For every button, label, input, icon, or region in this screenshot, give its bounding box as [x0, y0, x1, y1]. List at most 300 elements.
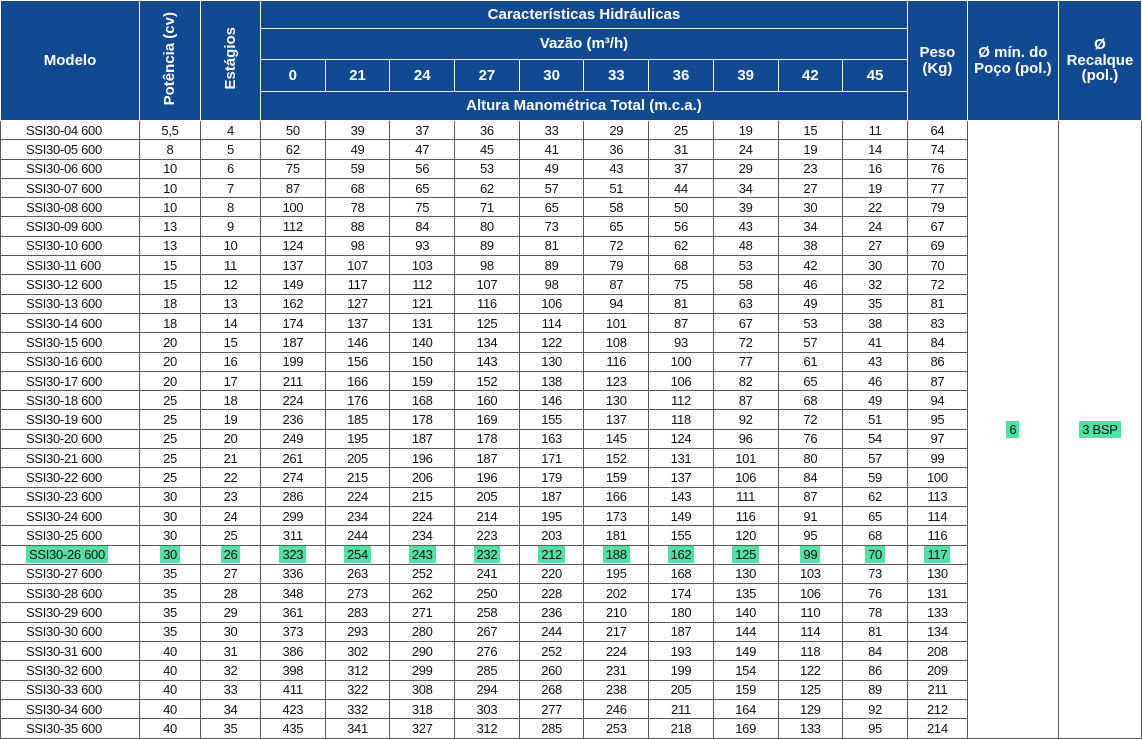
cell-head: 56: [390, 159, 455, 178]
cell-head: 327: [390, 719, 455, 738]
cell-head: 82: [713, 371, 778, 390]
cell-head: 112: [390, 275, 455, 294]
cell-head: 228: [519, 584, 584, 603]
cell-head: 46: [843, 371, 908, 390]
cell-head: 138: [519, 371, 584, 390]
cell-head: 14: [843, 140, 908, 159]
cell-model: SSI30-10 600: [1, 236, 140, 255]
cell-head: 122: [778, 661, 843, 680]
cell-head: 361: [261, 603, 326, 622]
cell-head: 65: [778, 371, 843, 390]
cell-head: 173: [584, 506, 649, 525]
cell-head: 271: [390, 603, 455, 622]
table-row: [1, 121, 1142, 140]
cell-head: 47: [390, 140, 455, 159]
cell-head: 100: [261, 198, 326, 217]
cell-weight: 67: [907, 217, 967, 236]
cell-head: 152: [455, 371, 520, 390]
cell-head: 280: [390, 622, 455, 641]
cell-head: 68: [325, 178, 390, 197]
cell-head: 34: [778, 217, 843, 236]
cell-head: 112: [261, 217, 326, 236]
header-flow-42: 42: [778, 60, 843, 92]
cell-head: 134: [455, 333, 520, 352]
cell-head: 146: [325, 333, 390, 352]
cell-weight: 94: [907, 391, 967, 410]
cell-head: 22: [843, 198, 908, 217]
cell-power: 10: [140, 159, 201, 178]
cell-model: SSI30-27 600: [1, 564, 140, 583]
cell-head: 149: [261, 275, 326, 294]
cell-head: 163: [519, 429, 584, 448]
cell-head: 24: [843, 217, 908, 236]
cell-head: 29: [584, 121, 649, 140]
cell-power: 25: [140, 391, 201, 410]
cell-head: 57: [778, 333, 843, 352]
cell-head: 124: [261, 236, 326, 255]
cell-head: 95: [843, 719, 908, 738]
cell-head: 25: [649, 121, 714, 140]
cell-stages: 5: [201, 140, 261, 159]
cell-head: 38: [778, 236, 843, 255]
cell-head: 252: [390, 564, 455, 583]
cell-head: 149: [649, 506, 714, 525]
cell-head: 206: [390, 468, 455, 487]
cell-model: SSI30-11 600: [1, 256, 140, 275]
cell-head: 285: [519, 719, 584, 738]
cell-stages: 28: [201, 584, 261, 603]
cell-model: SSI30-04 600: [1, 121, 140, 140]
cell-head: 86: [843, 661, 908, 680]
cell-head: 323: [261, 545, 326, 564]
cell-head: 143: [649, 487, 714, 506]
cell-head: 185: [325, 410, 390, 429]
cell-head: 96: [713, 429, 778, 448]
cell-stages: 16: [201, 352, 261, 371]
cell-head: 58: [584, 198, 649, 217]
cell-head: 106: [519, 294, 584, 313]
cell-head: 33: [519, 121, 584, 140]
cell-head: 84: [778, 468, 843, 487]
cell-head: 42: [778, 256, 843, 275]
cell-power: 25: [140, 468, 201, 487]
cell-stages: 4: [201, 121, 261, 140]
cell-head: 244: [325, 526, 390, 545]
cell-weight: 64: [907, 121, 967, 140]
cell-head: 203: [519, 526, 584, 545]
cell-head: 78: [843, 603, 908, 622]
cell-stages: 9: [201, 217, 261, 236]
cell-head: 103: [778, 564, 843, 583]
cell-head: 166: [325, 371, 390, 390]
cell-head: 57: [843, 449, 908, 468]
cell-head: 103: [390, 256, 455, 275]
cell-head: 187: [649, 622, 714, 641]
cell-head: 92: [843, 699, 908, 718]
cell-head: 268: [519, 680, 584, 699]
cell-head: 124: [649, 429, 714, 448]
cell-power: 5,5: [140, 121, 201, 140]
cell-head: 50: [261, 121, 326, 140]
cell-head: 114: [778, 622, 843, 641]
cell-model: SSI30-19 600: [1, 410, 140, 429]
cell-power: 10: [140, 178, 201, 197]
cell-head: 215: [325, 468, 390, 487]
cell-head: 176: [325, 391, 390, 410]
cell-head: 51: [584, 178, 649, 197]
cell-head: 232: [455, 545, 520, 564]
cell-head: 211: [649, 699, 714, 718]
cell-stages: 19: [201, 410, 261, 429]
cell-head: 212: [519, 545, 584, 564]
cell-head: 145: [584, 429, 649, 448]
header-modelo: Modelo: [1, 1, 140, 121]
cell-head: 150: [390, 352, 455, 371]
cell-head: 218: [649, 719, 714, 738]
cell-stages: 13: [201, 294, 261, 313]
cell-head: 199: [649, 661, 714, 680]
cell-model: SSI30-32 600: [1, 661, 140, 680]
cell-head: 41: [519, 140, 584, 159]
cell-head: 43: [713, 217, 778, 236]
cell-stages: 7: [201, 178, 261, 197]
cell-head: 166: [584, 487, 649, 506]
cell-head: 88: [325, 217, 390, 236]
cell-head: 98: [455, 256, 520, 275]
cell-head: 99: [778, 545, 843, 564]
cell-stages: 33: [201, 680, 261, 699]
cell-head: 81: [519, 236, 584, 255]
cell-head: 273: [325, 584, 390, 603]
cell-power: 30: [140, 545, 201, 564]
cell-head: 294: [455, 680, 520, 699]
cell-head: 76: [778, 429, 843, 448]
cell-model: SSI30-21 600: [1, 449, 140, 468]
cell-head: 49: [325, 140, 390, 159]
cell-power: 40: [140, 680, 201, 699]
cell-head: 411: [261, 680, 326, 699]
cell-power: 20: [140, 352, 201, 371]
cell-head: 299: [261, 506, 326, 525]
cell-power: 25: [140, 429, 201, 448]
cell-head: 231: [584, 661, 649, 680]
cell-head: 123: [584, 371, 649, 390]
cell-head: 39: [325, 121, 390, 140]
cell-power: 40: [140, 642, 201, 661]
cell-stages: 22: [201, 468, 261, 487]
header-flow-45: 45: [843, 60, 908, 92]
cell-head: 118: [649, 410, 714, 429]
cell-model: SSI30-08 600: [1, 198, 140, 217]
cell-head: 65: [390, 178, 455, 197]
cell-head: 43: [843, 352, 908, 371]
cell-weight: 74: [907, 140, 967, 159]
cell-head: 91: [778, 506, 843, 525]
header-recalque: [1058, 1, 1141, 121]
cell-head: 80: [778, 449, 843, 468]
cell-weight: 81: [907, 294, 967, 313]
cell-head: 37: [390, 121, 455, 140]
cell-head: 386: [261, 642, 326, 661]
cell-head: 53: [778, 313, 843, 332]
cell-head: 98: [325, 236, 390, 255]
cell-head: 131: [390, 313, 455, 332]
cell-head: 101: [713, 449, 778, 468]
cell-head: 258: [455, 603, 520, 622]
cell-weight: 69: [907, 236, 967, 255]
cell-head: 195: [519, 506, 584, 525]
cell-stages: 24: [201, 506, 261, 525]
cell-head: 162: [649, 545, 714, 564]
cell-head: 303: [455, 699, 520, 718]
cell-head: 130: [713, 564, 778, 583]
cell-head: 178: [390, 410, 455, 429]
cell-head: 101: [584, 313, 649, 332]
cell-head: 106: [778, 584, 843, 603]
cell-head: 100: [649, 352, 714, 371]
cell-head: 116: [584, 352, 649, 371]
table-header: [1, 1, 1142, 121]
cell-head: 65: [584, 217, 649, 236]
header-recalque-symbol: Ø: [1094, 35, 1106, 53]
cell-head: 398: [261, 661, 326, 680]
cell-head: 87: [649, 313, 714, 332]
cell-head: 199: [261, 352, 326, 371]
cell-head: 241: [455, 564, 520, 583]
cell-head: 39: [713, 198, 778, 217]
cell-head: 238: [584, 680, 649, 699]
cell-head: 144: [713, 622, 778, 641]
cell-stages: 6: [201, 159, 261, 178]
cell-head: 62: [649, 236, 714, 255]
cell-head: 187: [455, 449, 520, 468]
cell-head: 81: [843, 622, 908, 641]
cell-stages: 29: [201, 603, 261, 622]
cell-head: 27: [778, 178, 843, 197]
cell-head: 54: [843, 429, 908, 448]
cell-head: 159: [713, 680, 778, 699]
cell-head: 37: [649, 159, 714, 178]
cell-weight: 134: [907, 622, 967, 641]
cell-head: 130: [584, 391, 649, 410]
cell-head: 211: [261, 371, 326, 390]
cell-weight: 208: [907, 642, 967, 661]
cell-head: 45: [455, 140, 520, 159]
cell-head: 244: [519, 622, 584, 641]
cell-head: 180: [649, 603, 714, 622]
cell-head: 129: [778, 699, 843, 718]
cell-head: 224: [325, 487, 390, 506]
cell-head: 188: [584, 545, 649, 564]
cell-head: 274: [261, 468, 326, 487]
cell-poco-merged: 6: [967, 121, 1058, 739]
cell-power: 25: [140, 410, 201, 429]
cell-head: 94: [584, 294, 649, 313]
cell-head: 98: [519, 275, 584, 294]
cell-head: 224: [390, 506, 455, 525]
cell-head: 118: [778, 642, 843, 661]
cell-stages: 21: [201, 449, 261, 468]
cell-head: 59: [843, 468, 908, 487]
cell-head: 44: [649, 178, 714, 197]
header-altura: Altura Manométrica Total (m.c.a.): [261, 92, 908, 121]
cell-head: 131: [649, 449, 714, 468]
cell-head: 169: [713, 719, 778, 738]
cell-head: 156: [325, 352, 390, 371]
cell-model: SSI30-16 600: [1, 352, 140, 371]
cell-head: 68: [843, 526, 908, 545]
cell-head: 215: [390, 487, 455, 506]
cell-stages: 10: [201, 236, 261, 255]
cell-head: 243: [390, 545, 455, 564]
cell-head: 224: [261, 391, 326, 410]
cell-head: 93: [390, 236, 455, 255]
cell-model: SSI30-18 600: [1, 391, 140, 410]
cell-head: 178: [455, 429, 520, 448]
cell-head: 35: [843, 294, 908, 313]
cell-head: 260: [519, 661, 584, 680]
cell-stages: 25: [201, 526, 261, 545]
cell-head: 179: [519, 468, 584, 487]
cell-power: 20: [140, 371, 201, 390]
cell-head: 34: [713, 178, 778, 197]
cell-head: 87: [713, 391, 778, 410]
cell-model: SSI30-22 600: [1, 468, 140, 487]
cell-weight: 209: [907, 661, 967, 680]
cell-head: 19: [713, 121, 778, 140]
cell-head: 299: [390, 661, 455, 680]
cell-power: 30: [140, 487, 201, 506]
cell-head: 149: [713, 642, 778, 661]
header-flow-27: 27: [455, 60, 520, 92]
cell-model: SSI30-06 600: [1, 159, 140, 178]
cell-head: 168: [390, 391, 455, 410]
cell-head: 63: [713, 294, 778, 313]
cell-head: 125: [778, 680, 843, 699]
cell-head: 140: [713, 603, 778, 622]
cell-power: 13: [140, 236, 201, 255]
cell-head: 67: [713, 313, 778, 332]
cell-head: 254: [325, 545, 390, 564]
cell-head: 68: [649, 256, 714, 275]
header-vazao: Vazão (m³/h): [261, 29, 908, 60]
cell-head: 36: [455, 121, 520, 140]
cell-head: 193: [649, 642, 714, 661]
table-body: [1, 121, 1142, 739]
cell-head: 205: [455, 487, 520, 506]
cell-model: SSI30-17 600: [1, 371, 140, 390]
cell-head: 89: [843, 680, 908, 699]
cell-head: 308: [390, 680, 455, 699]
cell-model: SSI30-30 600: [1, 622, 140, 641]
cell-power: 20: [140, 333, 201, 352]
cell-head: 117: [325, 275, 390, 294]
cell-head: 283: [325, 603, 390, 622]
cell-head: 435: [261, 719, 326, 738]
cell-head: 302: [325, 642, 390, 661]
cell-head: 106: [649, 371, 714, 390]
cell-head: 267: [455, 622, 520, 641]
header-flow-21: 21: [325, 60, 390, 92]
cell-head: 62: [261, 140, 326, 159]
cell-head: 11: [843, 121, 908, 140]
cell-head: 263: [325, 564, 390, 583]
cell-head: 246: [584, 699, 649, 718]
cell-head: 46: [778, 275, 843, 294]
cell-head: 19: [778, 140, 843, 159]
cell-head: 261: [261, 449, 326, 468]
header-flow-39: 39: [713, 60, 778, 92]
cell-head: 81: [649, 294, 714, 313]
cell-stages: 12: [201, 275, 261, 294]
header-poco: Ø mín. do Poço (pol.): [967, 1, 1058, 121]
cell-head: 71: [455, 198, 520, 217]
cell-head: 174: [649, 584, 714, 603]
cell-power: 35: [140, 622, 201, 641]
cell-head: 72: [778, 410, 843, 429]
cell-head: 171: [519, 449, 584, 468]
cell-head: 73: [519, 217, 584, 236]
cell-head: 224: [584, 642, 649, 661]
cell-stages: 26: [201, 545, 261, 564]
cell-power: 40: [140, 661, 201, 680]
cell-power: 10: [140, 198, 201, 217]
cell-head: 72: [713, 333, 778, 352]
cell-head: 19: [843, 178, 908, 197]
cell-head: 53: [713, 256, 778, 275]
cell-head: 58: [713, 275, 778, 294]
cell-head: 84: [390, 217, 455, 236]
cell-head: 87: [261, 178, 326, 197]
cell-head: 311: [261, 526, 326, 545]
cell-head: 41: [843, 333, 908, 352]
cell-recalque-merged: 3 BSP: [1058, 121, 1141, 739]
cell-head: 50: [649, 198, 714, 217]
cell-head: 29: [713, 159, 778, 178]
cell-model: SSI30-09 600: [1, 217, 140, 236]
cell-stages: 31: [201, 642, 261, 661]
cell-head: 114: [519, 313, 584, 332]
cell-stages: 14: [201, 313, 261, 332]
cell-power: 35: [140, 564, 201, 583]
cell-head: 87: [584, 275, 649, 294]
cell-head: 121: [390, 294, 455, 313]
cell-power: 8: [140, 140, 201, 159]
cell-head: 290: [390, 642, 455, 661]
cell-head: 236: [261, 410, 326, 429]
cell-weight: 86: [907, 352, 967, 371]
cell-head: 75: [649, 275, 714, 294]
cell-head: 160: [455, 391, 520, 410]
cell-head: 214: [455, 506, 520, 525]
cell-head: 106: [713, 468, 778, 487]
cell-head: 277: [519, 699, 584, 718]
cell-head: 75: [390, 198, 455, 217]
cell-head: 116: [713, 506, 778, 525]
cell-head: 187: [519, 487, 584, 506]
cell-head: 120: [713, 526, 778, 545]
cell-head: 137: [584, 410, 649, 429]
cell-head: 137: [261, 256, 326, 275]
cell-weight: 212: [907, 699, 967, 718]
cell-head: 59: [325, 159, 390, 178]
cell-head: 164: [713, 699, 778, 718]
cell-weight: 133: [907, 603, 967, 622]
cell-head: 253: [584, 719, 649, 738]
cell-head: 107: [455, 275, 520, 294]
cell-head: 210: [584, 603, 649, 622]
header-recalque-label: Recalque (pol.): [1066, 51, 1134, 85]
